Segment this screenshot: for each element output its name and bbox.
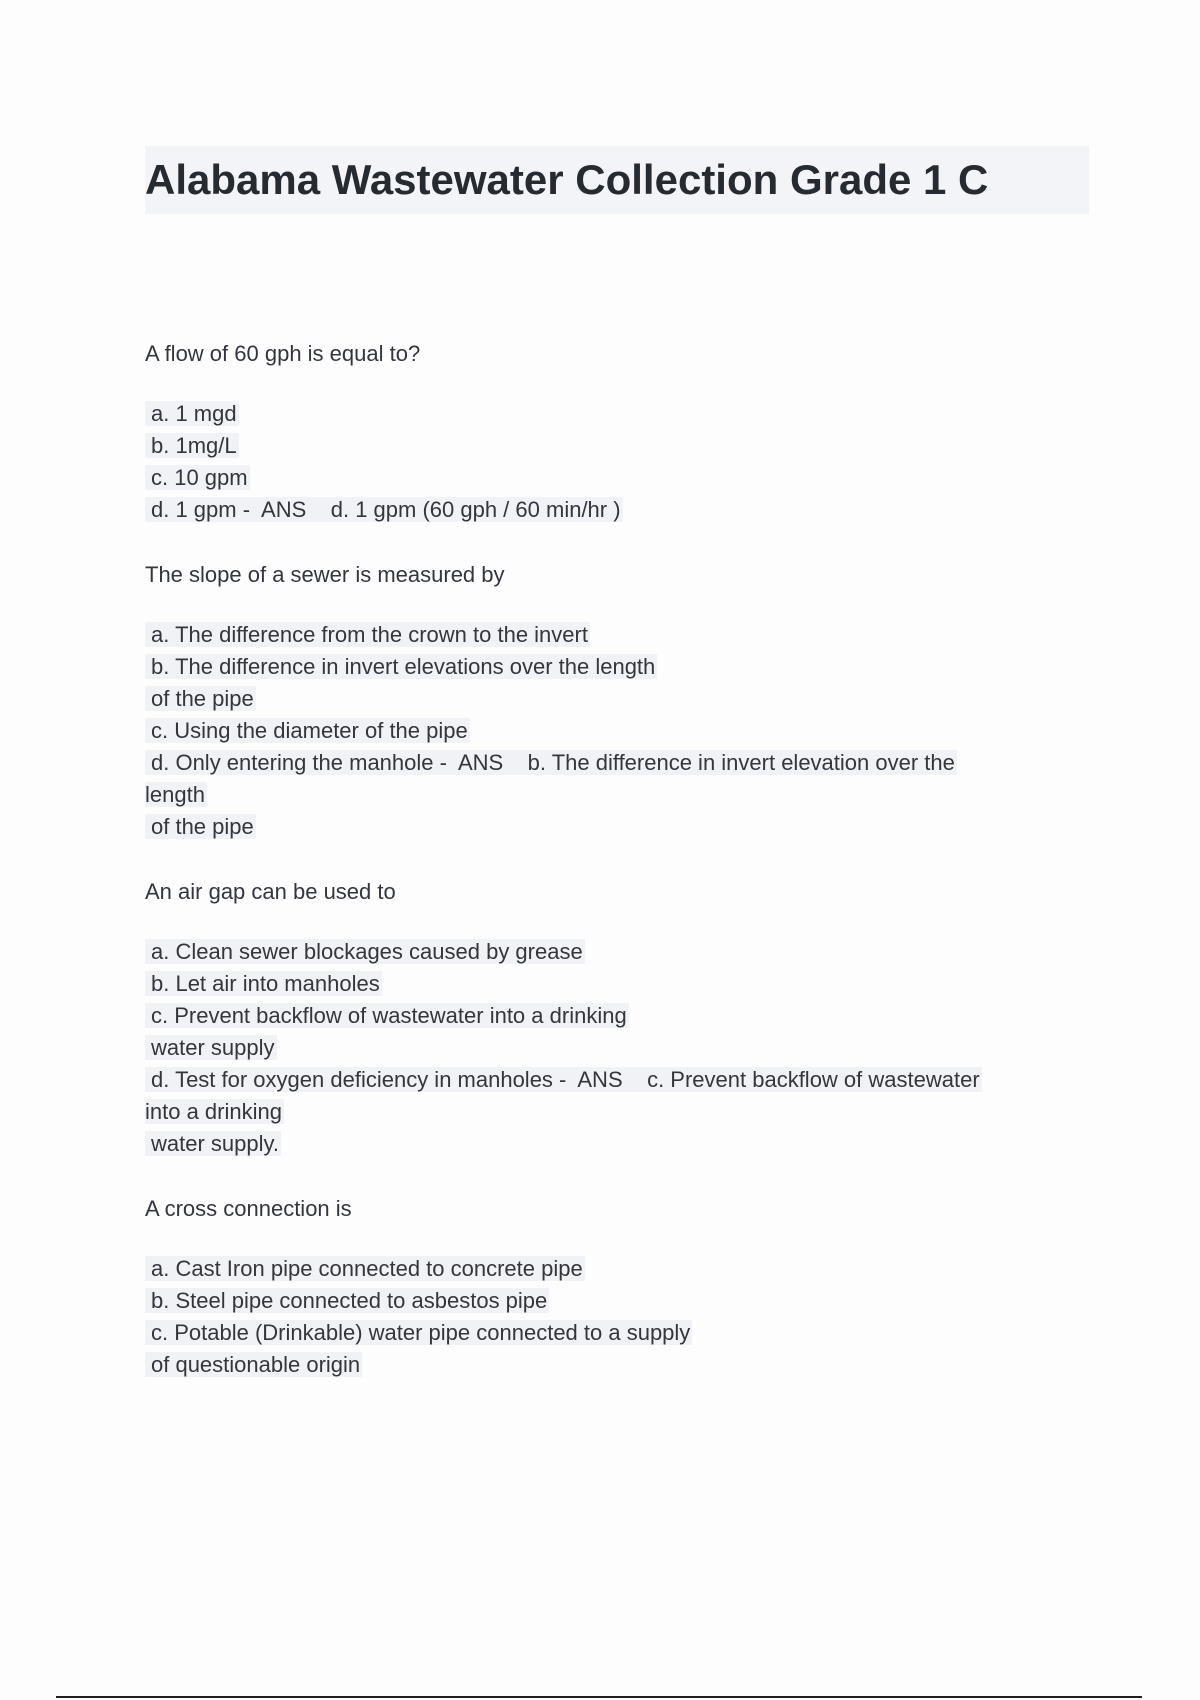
answer-option: a. Cast Iron pipe connected to concrete pipe <box>145 1253 1085 1285</box>
answer-option: a. Clean sewer blockages caused by grease <box>145 936 1085 968</box>
footer-divider <box>56 1696 1142 1698</box>
answer-option-with-answer: d. Test for oxygen deficiency in manholes - ANS c. Prevent backflow of wastewater <box>145 1064 1085 1096</box>
answer-continuation: of the pipe <box>145 811 1085 843</box>
answer-option: b. The difference in invert elevations over the length <box>145 651 1085 683</box>
answer-option: a. The difference from the crown to the invert <box>145 619 1085 651</box>
question-text: A cross connection is <box>145 1196 352 1221</box>
answer-option-with-answer: d. 1 gpm - ANS d. 1 gpm (60 gph / 60 min/hr ) <box>145 494 1085 526</box>
answer-option: a. 1 mgd <box>145 398 1085 430</box>
answer-option-continuation: water supply <box>145 1032 1085 1064</box>
question-block <box>145 876 1085 1160</box>
answer-option: c. 10 gpm <box>145 462 1085 494</box>
question-text: A flow of 60 gph is equal to? <box>145 341 421 366</box>
answer-option: b. Let air into manholes <box>145 968 1085 1000</box>
answer-continuation: into a drinking <box>145 1099 282 1124</box>
answer-option-continuation: of the pipe <box>145 683 1085 715</box>
document-body <box>145 338 1085 1414</box>
question-block <box>145 559 1085 843</box>
answer-option: b. 1mg/L <box>145 430 1085 462</box>
answer-option: b. Steel pipe connected to asbestos pipe <box>145 1285 1085 1317</box>
question-text: The slope of a sewer is measured by <box>145 562 505 587</box>
answer-option-continuation: of questionable origin <box>145 1349 1085 1381</box>
answer-continuation: water supply. <box>145 1128 1085 1160</box>
question-text: An air gap can be used to <box>145 879 396 904</box>
question-block <box>145 338 1085 526</box>
answer-option: c. Using the diameter of the pipe <box>145 715 1085 747</box>
answer-option-with-answer: d. Only entering the manhole - ANS b. The difference in invert elevation over the <box>145 747 1085 779</box>
answer-continuation: length <box>145 782 205 807</box>
page-title: Alabama Wastewater Collection Grade 1 C <box>145 146 1089 214</box>
answer-option: c. Prevent backflow of wastewater into a drinking <box>145 1000 1085 1032</box>
answer-option: c. Potable (Drinkable) water pipe connected to a supply <box>145 1317 1085 1349</box>
question-block <box>145 1193 1085 1381</box>
